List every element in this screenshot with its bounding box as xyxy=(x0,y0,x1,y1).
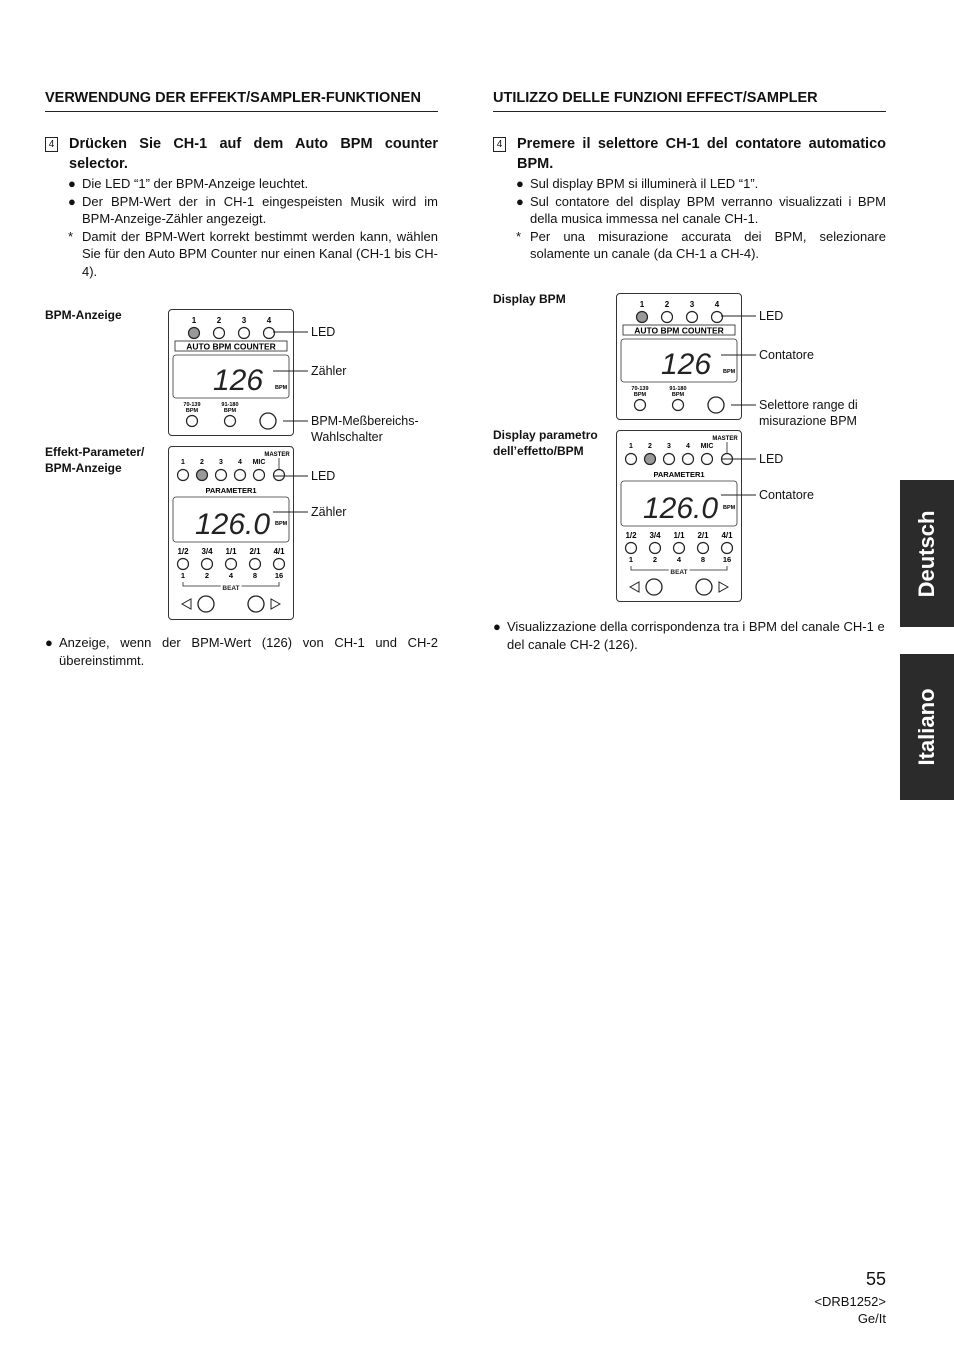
auto-bpm-counter-label: AUTO BPM COUNTER xyxy=(634,325,724,336)
channel-2-led[interactable] xyxy=(662,312,673,323)
beat-left-arrow-icon xyxy=(182,599,191,609)
channel-3-led[interactable] xyxy=(239,328,250,339)
param-counter-value: 126.0 xyxy=(643,492,719,525)
param-led-4[interactable] xyxy=(683,454,694,465)
beat-left-button[interactable] xyxy=(646,579,662,595)
mic-label: MIC xyxy=(252,459,266,466)
left-section-title: VERWENDUNG DER EFFEKT/SAMPLER-FUNKTIONEN xyxy=(45,90,438,112)
beat-number-1: 1 xyxy=(180,571,186,580)
beat-led-1[interactable] xyxy=(626,543,637,554)
beat-fraction-2: 3/4 xyxy=(649,531,661,540)
left-bullet-list xyxy=(68,175,438,280)
beat-left-arrow-icon xyxy=(630,582,639,592)
left-callout-led-2: LED xyxy=(311,469,336,483)
param-channel-4-label: 4 xyxy=(686,443,690,450)
channel-1-led[interactable] xyxy=(189,328,200,339)
param-led-mic[interactable] xyxy=(254,470,265,481)
right-bullet-list xyxy=(516,175,886,263)
right-note: * Per una misurazione accurata dei BPM, selezionare solamente un canale (da CH-1 a CH-4). xyxy=(516,228,886,261)
beat-fraction-2: 3/4 xyxy=(201,547,213,556)
range-1-label: 70-139 xyxy=(631,386,649,392)
range-2-led[interactable] xyxy=(225,416,236,427)
beat-fraction-1: 1/2 xyxy=(625,531,637,540)
range-2-label: 91-180 xyxy=(221,402,239,408)
right-callout-led: LED xyxy=(759,309,784,323)
left-step-number: 4 xyxy=(45,137,58,152)
right-callout-counter-2: Contatore xyxy=(759,488,814,502)
beat-led-2[interactable] xyxy=(202,559,213,570)
master-label: MASTER xyxy=(712,436,738,442)
param-channel-4-label: 4 xyxy=(238,459,242,466)
param-channel-2-label: 2 xyxy=(200,459,204,466)
mic-label: MIC xyxy=(700,443,714,450)
beat-label: BEAT xyxy=(670,569,688,576)
range-2-unit: BPM xyxy=(671,392,685,398)
bpm-counter-value: 126 xyxy=(661,348,712,381)
list-item: ● Die LED “1” der BPM-Anzeige leuchtet. xyxy=(68,176,309,191)
range-2-unit: BPM xyxy=(223,408,237,414)
beat-led-5[interactable] xyxy=(274,559,285,570)
range-1-led[interactable] xyxy=(187,416,198,427)
param-bpm-unit: BPM xyxy=(275,521,288,527)
list-item: ● Sul display BPM si illuminerà il LED “1”. xyxy=(516,176,759,191)
right-step-text: Premere il selettore CH-1 del contatore automatico BPM. xyxy=(517,136,886,172)
beat-led-1[interactable] xyxy=(178,559,189,570)
left-callout-selector: BPM-Meßbereichs- Wahlschalter xyxy=(311,414,419,444)
range-2-led[interactable] xyxy=(673,400,684,411)
param-channel-1-label: 1 xyxy=(629,443,633,450)
bpm-unit-label: BPM xyxy=(723,369,736,375)
right-callout-lines xyxy=(718,304,763,514)
beat-fraction-5: 4/1 xyxy=(721,531,733,540)
channel-1-label: 1 xyxy=(191,316,197,325)
tab-deutsch[interactable] xyxy=(900,480,954,627)
page-number: 55 xyxy=(865,1269,886,1289)
param-led-2[interactable] xyxy=(197,470,208,481)
left-step-text: Drücken Sie CH-1 auf dem Auto BPM counter selector. xyxy=(69,136,438,172)
beat-right-button[interactable] xyxy=(696,579,712,595)
range-1-unit: BPM xyxy=(633,392,647,398)
param-led-1[interactable] xyxy=(178,470,189,481)
right-label-effect-display: Display parametro dell’effetto/BPM xyxy=(493,428,598,458)
param-counter-value: 126.0 xyxy=(195,508,271,541)
parameter-label: PARAMETER1 xyxy=(653,470,705,479)
beat-fraction-4: 2/1 xyxy=(249,547,261,556)
param-led-2[interactable] xyxy=(645,454,656,465)
beat-number-3: 4 xyxy=(228,571,234,580)
channel-4-label: 4 xyxy=(266,316,272,325)
left-label-bpm-display: BPM-Anzeige xyxy=(45,308,122,322)
lang-code: Ge/It xyxy=(857,1311,886,1326)
channel-1-led[interactable] xyxy=(637,312,648,323)
doc-code: <DRB1252> xyxy=(814,1294,886,1309)
param-led-4[interactable] xyxy=(235,470,246,481)
right-callout-counter: Contatore xyxy=(759,348,814,362)
right-label-bpm-display: Display BPM xyxy=(493,292,566,306)
channel-1-label: 1 xyxy=(639,300,645,309)
param-led-3[interactable] xyxy=(664,454,675,465)
range-1-unit: BPM xyxy=(185,408,199,414)
tab-italiano-label: Italiano xyxy=(914,688,939,766)
beat-led-4[interactable] xyxy=(698,543,709,554)
param-led-1[interactable] xyxy=(626,454,637,465)
right-step-number: 4 xyxy=(493,137,506,152)
left-callout-counter: Zähler xyxy=(311,364,347,378)
list-item: ● Sul contatore del display BPM verranno visualizzati i BPM della musica immessa nel canale CH-1. xyxy=(516,193,886,226)
range-1-led[interactable] xyxy=(635,400,646,411)
beat-number-2: 2 xyxy=(652,555,658,564)
range-1-label: 70-139 xyxy=(183,402,201,408)
right-caption: ● Visualizzazione della corrispondenza tra i BPM del canale CH-1 e del canale CH-2 (126). xyxy=(493,619,885,652)
param-bpm-unit: BPM xyxy=(723,505,736,511)
tab-deutsch-label: Deutsch xyxy=(914,510,939,597)
right-callout-led-2: LED xyxy=(759,452,784,466)
beat-label: BEAT xyxy=(222,585,240,592)
beat-led-3[interactable] xyxy=(674,543,685,554)
beat-number-1: 1 xyxy=(628,555,634,564)
master-label: MASTER xyxy=(264,452,290,458)
left-label-effect-display: Effekt-Parameter/ BPM-Anzeige xyxy=(45,445,145,475)
beat-number-4: 8 xyxy=(252,571,258,580)
beat-led-5[interactable] xyxy=(722,543,733,554)
channel-3-label: 3 xyxy=(689,300,695,309)
param-channel-3-label: 3 xyxy=(667,443,671,450)
left-callout-led: LED xyxy=(311,325,336,339)
tab-italiano[interactable] xyxy=(900,654,954,800)
list-item: ● Der BPM-Wert der in CH-1 eingespeisten Musik wird im BPM-Anzeige-Zähler angezeigt. xyxy=(68,193,438,226)
left-callout-counter-2: Zähler xyxy=(311,505,347,519)
beat-fraction-5: 4/1 xyxy=(273,547,285,556)
footer-codes xyxy=(766,1293,886,1327)
range-2-label: 91-180 xyxy=(669,386,687,392)
beat-number-3: 4 xyxy=(676,555,682,564)
channel-2-label: 2 xyxy=(216,316,222,325)
channel-4-label: 4 xyxy=(714,300,720,309)
parameter-label: PARAMETER1 xyxy=(205,486,257,495)
beat-left-button[interactable] xyxy=(198,596,214,612)
channel-3-label: 3 xyxy=(241,316,247,325)
beat-number-5: 16 xyxy=(274,571,284,580)
beat-right-button[interactable] xyxy=(248,596,264,612)
param-channel-2-label: 2 xyxy=(648,443,652,450)
bpm-unit-label: BPM xyxy=(275,385,288,391)
beat-number-2: 2 xyxy=(204,571,210,580)
beat-led-4[interactable] xyxy=(250,559,261,570)
right-section-title: UTILIZZO DELLE FUNZIONI EFFECT/SAMPLER xyxy=(493,90,886,112)
channel-2-label: 2 xyxy=(664,300,670,309)
channel-3-led[interactable] xyxy=(687,312,698,323)
param-led-mic[interactable] xyxy=(702,454,713,465)
left-step xyxy=(45,134,438,174)
beat-led-2[interactable] xyxy=(650,543,661,554)
beat-led-3[interactable] xyxy=(226,559,237,570)
beat-right-arrow-icon xyxy=(271,599,280,609)
beat-fraction-1: 1/2 xyxy=(177,547,189,556)
left-note: * Damit der BPM-Wert korrekt bestimmt werden kann, wählen Sie für den Auto BPM Counter nur einen Kanal (CH-1 bis CH-4). xyxy=(68,228,438,279)
beat-fraction-4: 2/1 xyxy=(697,531,709,540)
bpm-counter-value: 126 xyxy=(213,364,264,397)
param-channel-3-label: 3 xyxy=(219,459,223,466)
left-caption: ● Anzeige, wenn der BPM-Wert (126) von CH-1 und CH-2 übereinstimmt. xyxy=(45,635,438,668)
beat-number-4: 8 xyxy=(700,555,706,564)
right-step xyxy=(493,134,886,174)
right-callout-selector: Selettore range di misurazione BPM xyxy=(759,398,858,428)
beat-right-arrow-icon xyxy=(719,582,728,592)
channel-2-led[interactable] xyxy=(214,328,225,339)
param-channel-1-label: 1 xyxy=(181,459,185,466)
param-led-3[interactable] xyxy=(216,470,227,481)
left-callout-lines xyxy=(270,320,315,530)
beat-fraction-3: 1/1 xyxy=(225,547,237,556)
auto-bpm-counter-label: AUTO BPM COUNTER xyxy=(186,341,276,352)
beat-fraction-3: 1/1 xyxy=(673,531,685,540)
beat-number-5: 16 xyxy=(722,555,732,564)
